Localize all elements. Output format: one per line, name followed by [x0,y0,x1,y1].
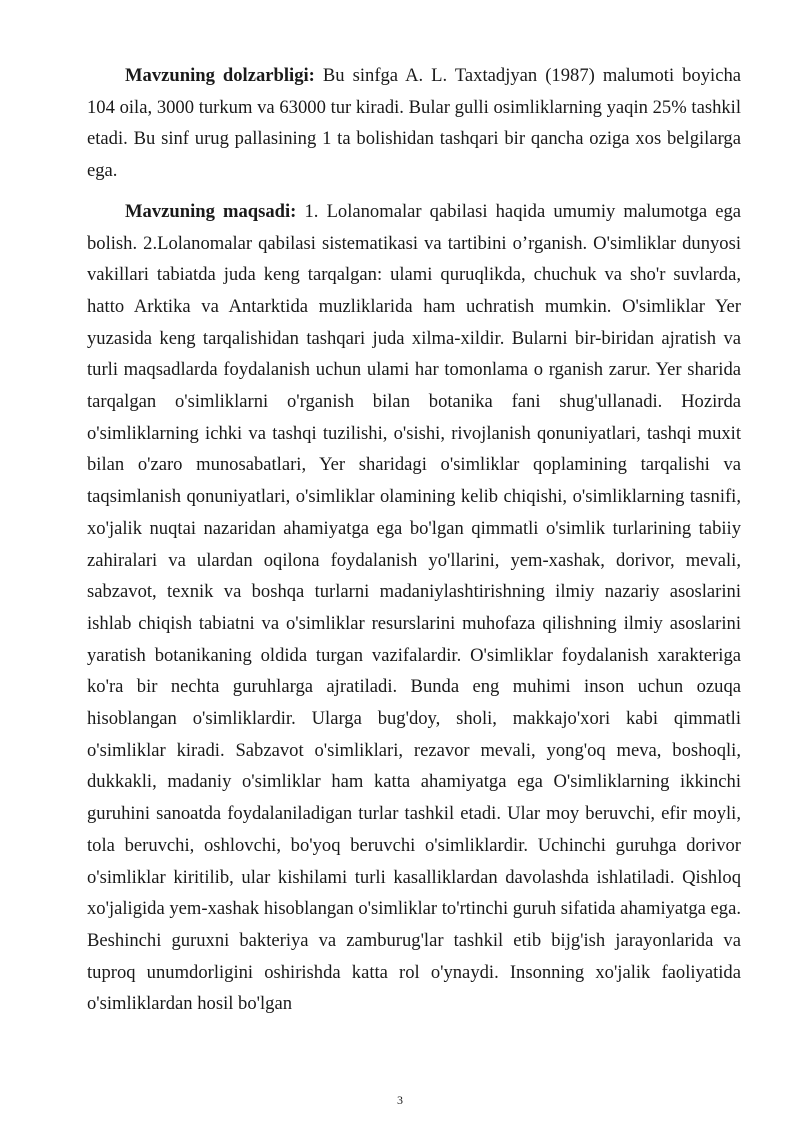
paragraph-relevance [87,60,741,187]
paragraph-purpose [87,196,741,1020]
paragraph-heading-relevance: Mavzuning dolzarbligi: [125,65,315,86]
paragraph-body-purpose: 1. Lolanomalar qabilasi haqida umumiy malumotga ega bolish. 2.Lolanomalar qabilasi sistematikasi va tartibini o’rganish. O'simliklar dunyosi vakillari tabiatda juda keng tarqalgan: ulami quruqlikda, chuchuk va sho'r suvlarda, hatto Arktika va Antarktida muzliklarida ham uchratish mumkin. O'simliklar Yer yuzasida keng tarqalishidan tashqari juda xilma-xildir. Bularni bir-biridan ajratish va turli maqsadlarda foydalanish uchun ulami har tomonlama o rganish zarur. Yer sharida tarqalgan o'simliklarni o'rganish bilan botanika fani shug'ullanadi. Hozirda o'simliklarning ichki va tashqi tuzilishi, o'sishi, rivojlanish qonuniyatlari, tashqi muxit bilan o'zaro munosabatlari, Yer sharidagi o'simliklar qoplamining tarqalishi va taqsimlanish qonuniyatlari, o'simliklar olamining kelib chiqishi, o'simliklarning tasnifi, xo'jalik nuqtai nazaridan ahamiyatga ega bo'lgan qimmatli o'simlik turlarining tabiiy zahiralari va ulardan oqilona foydalanish yo'llarini, yem-xashak, dorivor, mevali, sabzavot, texnik va boshqa turlarni madaniylashtirishning ilmiy nazariy asoslarini ishlab chiqish tabiatni va o'simliklar resurslarini muhofaza qilishning ilmiy asoslarini yaratish botanikaning oldida turgan vazifalardir. O'simliklar foydalanish xarakteriga ko'ra bir nechta guruhlarga ajratiladi. Bunda eng muhimi inson uchun ozuqa hisoblangan o'simliklardir. Ularga bug'doy, sholi, makkajo'xori kabi qimmatli o'simliklar kiradi. Sabzavot o'simliklari, rezavor mevali, yong'oq meva, boshoqli, dukkakli, madaniy o'simliklar ham katta ahamiyatga ega O'simliklarning ikkinchi guruhini sanoatda foydalaniladigan turlar tashkil etadi. Ular moy beruvchi, efir moyli, tola beruvchi, oshlovchi, bo'yoq beruvchi o'simliklardir. Uchinchi guruhga dorivor o'simliklar kiritilib, ular kishilami turli kasalliklardan davolashda ishlatiladi. Qishloq xo'jaligida yem-xashak hisoblangan o'simliklar to'rtinchi guruh sifatida ahamiyatga ega. Beshinchi guruxni bakteriya va zamburug'lar tashkil etib bijg'ish jarayonlarida va tuproq unumdorligini oshirishda katta rol o'ynaydi. Insonning xo'jalik faoliyatida o'simliklardan hosil bo'lgan [87,200,742,1015]
paragraph-heading-purpose: Mavzuning maqsadi: [125,200,297,222]
document-page [87,60,741,1020]
paragraph-body-relevance: Bu sinfga A. L. Taxtadjyan (1987) malumoti boyicha 104 oila, 3000 turkum va 63000 tur kiradi. Bular gulli osimliklarning yaqin 25% tashkil etadi. Bu sinf urug pallasining 1 ta bolishidan tashqari bir qancha oziga xos belgilarga ega. [87,65,741,182]
page-number: 3 [397,1093,403,1107]
